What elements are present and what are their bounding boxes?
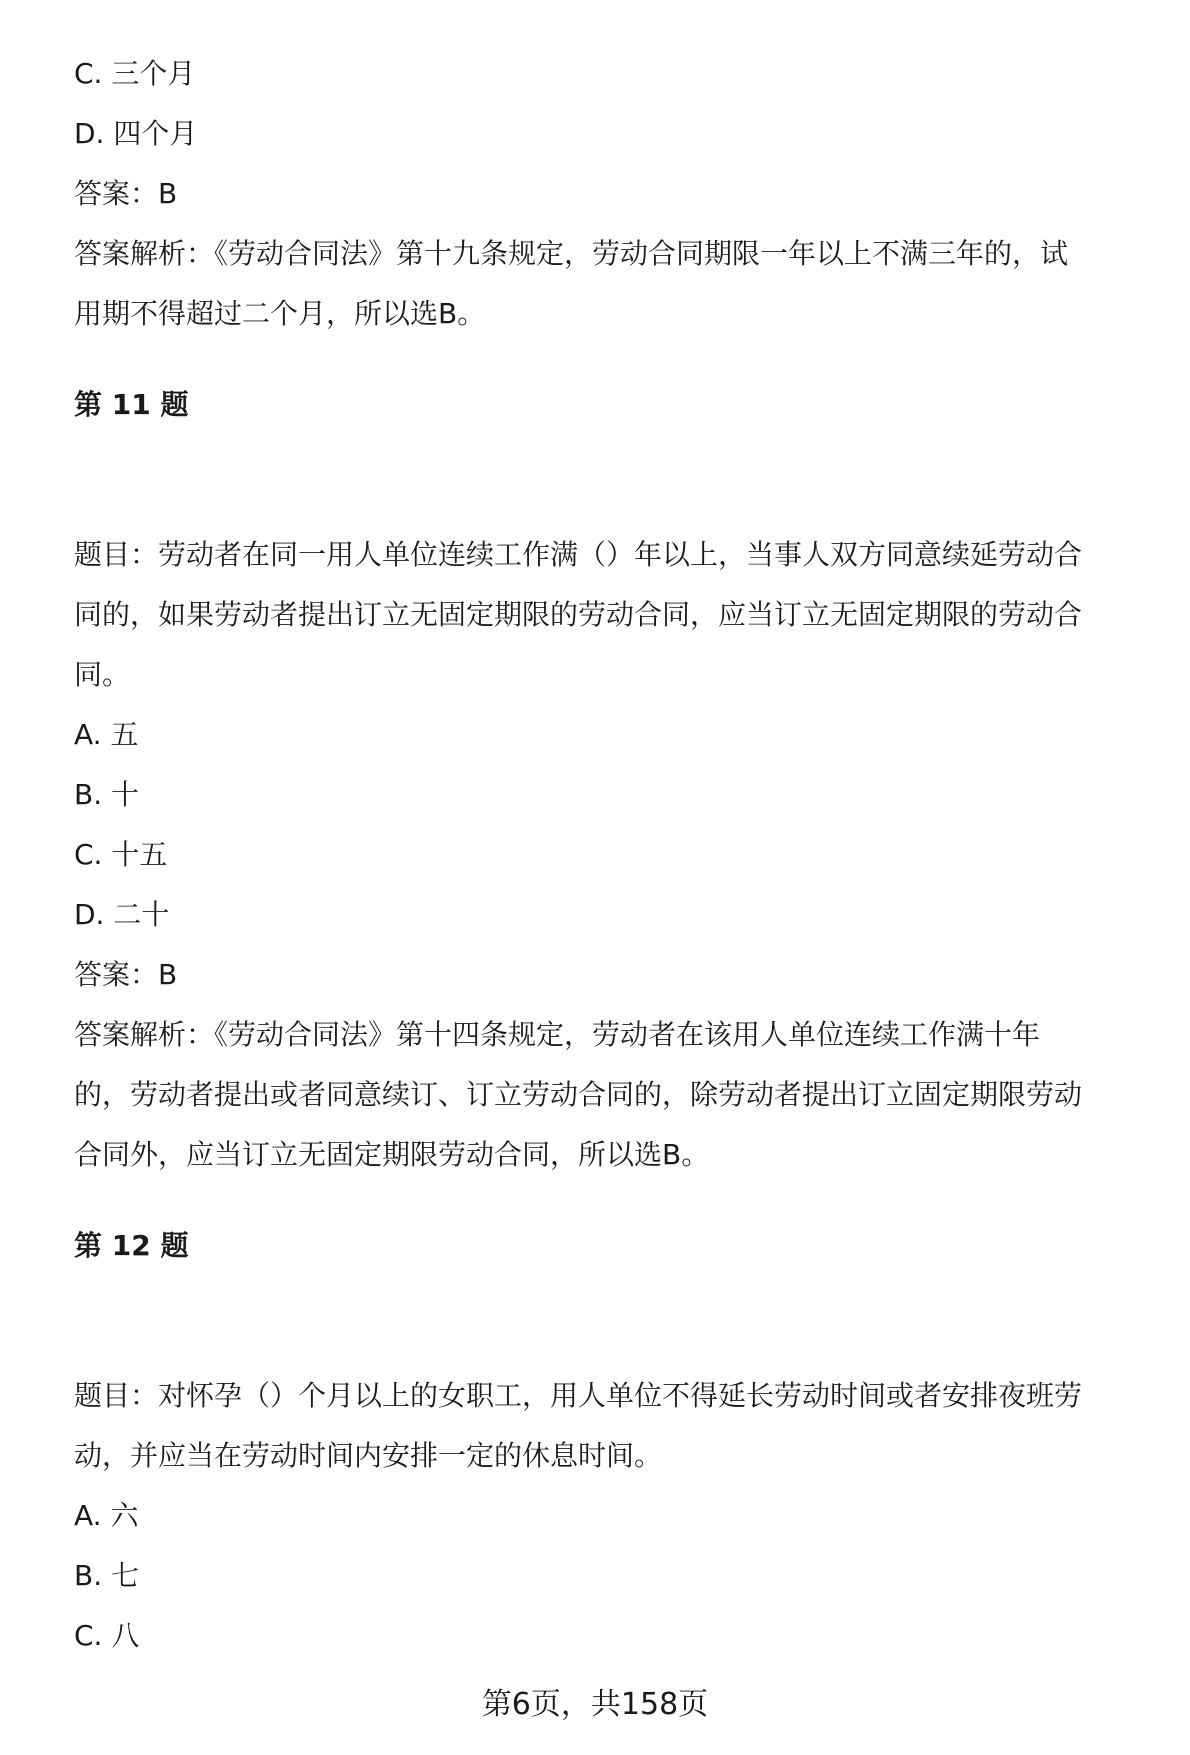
option-b: B. 十	[74, 778, 140, 811]
answer-analysis-line: 的，劳动者提出或者同意续订、订立劳动合同的，除劳动者提出订立固定期限劳动	[74, 1078, 1083, 1111]
spacer	[74, 344, 1164, 375]
question-stem-line: 同。	[74, 658, 131, 691]
document-page	[74, 44, 1164, 1666]
option-d: D. 二十	[74, 898, 170, 931]
answer-analysis-line: 答案解析：《劳动合同法》第十四条规定，劳动者在该用人单位连续工作满十年	[74, 1018, 1041, 1051]
option-a: A. 六	[74, 1499, 139, 1532]
question-stem-line: 题目：劳动者在同一用人单位连续工作满（）年以上，当事人双方同意续延劳动合	[74, 538, 1083, 571]
question-heading-12: 第 12 题	[74, 1229, 189, 1262]
answer-analysis-line: 用期不得超过二个月，所以选B。	[74, 297, 486, 330]
answer: 答案：B	[74, 958, 178, 991]
option-c: C. 十五	[74, 838, 168, 871]
answer-analysis-line: 合同外，应当订立无固定期限劳动合同，所以选B。	[74, 1138, 710, 1171]
answer: 答案：B	[74, 177, 178, 210]
option-d: D. 四个月	[74, 117, 198, 150]
question-stem-line: 同的，如果劳动者提出订立无固定期限的劳动合同，应当订立无固定期限的劳动合	[74, 598, 1083, 631]
spacer	[74, 1276, 1164, 1366]
question-heading-11: 第 11 题	[74, 388, 189, 421]
spacer	[74, 1185, 1164, 1216]
option-c: C. 八	[74, 1619, 140, 1652]
question-stem-line: 动，并应当在劳动时间内安排一定的休息时间。	[74, 1439, 663, 1472]
option-b: B. 七	[74, 1559, 140, 1592]
spacer	[74, 435, 1164, 525]
question-stem-line: 题目：对怀孕（）个月以上的女职工，用人单位不得延长劳动时间或者安排夜班劳	[74, 1379, 1083, 1412]
page-number: 第6页，共158页	[481, 1687, 709, 1722]
option-a: A. 五	[74, 718, 139, 751]
option-c: C. 三个月	[74, 57, 196, 90]
answer-analysis-line: 答案解析：《劳动合同法》第十九条规定，劳动合同期限一年以上不满三年的，试	[74, 237, 1069, 270]
